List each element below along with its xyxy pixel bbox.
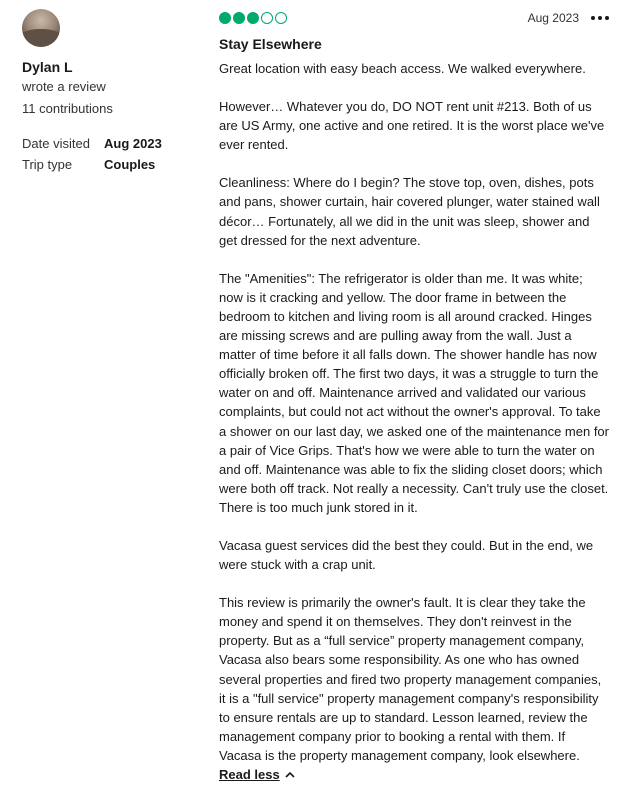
meta-row-date xyxy=(22,136,192,151)
review-paragraph: However… Whatever you do, DO NOT rent unit #213. Both of us are US Army, one active and one retired. It is the worst place we've ever rented. xyxy=(219,99,605,153)
reviewer-contributions: 11 contributions xyxy=(22,101,113,116)
review-date: Aug 2023 xyxy=(527,11,579,25)
more-options-icon[interactable] xyxy=(591,16,609,20)
bubble-filled-icon xyxy=(233,12,245,24)
review-paragraph: Cleanliness: Where do I begin? The stove top, oven, dishes, pots and pans, shower curtain, hair covered plunger, water stained wall décor… Fortunately, all we did in the unit was sleep, shower and get dressed for the next adventure. xyxy=(219,175,600,248)
meta-value: Aug 2023 xyxy=(104,136,162,151)
review-header xyxy=(219,9,609,27)
reviewer-action: wrote a review xyxy=(22,79,106,94)
review-paragraph: The "Amenities": The refrigerator is older than me. It was white; now is it cracking and yellow. The door frame in between the bedroom to kitchen and living room is all around cracked. Hinges are missing screws and are pulling away from the wall. Just a matter of time before it all falls down. The shower handle has now officially broken off. The first two days, it was a struggle to turn the water on and off. Maintenance arrived and validated our various complaints, but could not act without the owner's approval. To take a shower on our last day, we asked one of the maintenance men for a pair of Vice Grips. That's how we were able to turn the water on and off. Maintenance was able to fix the sliding closet doors; which were both off track. Not really a necessity. Can't truly use the closet. There is too much junk stored in it. xyxy=(219,270,609,515)
review-title: Stay Elsewhere xyxy=(219,36,322,52)
read-less-label: Read less xyxy=(219,767,280,782)
reviewer-name[interactable]: Dylan L xyxy=(22,59,73,75)
bubble-empty-icon xyxy=(261,12,273,24)
avatar[interactable] xyxy=(22,9,60,47)
meta-value: Couples xyxy=(104,157,156,172)
meta-label: Trip type xyxy=(22,157,73,172)
review-paragraph: Great location with easy beach access. We walked everywhere. xyxy=(219,61,586,76)
review-meta xyxy=(22,136,192,172)
bubble-filled-icon xyxy=(247,12,259,24)
review-paragraph: Vacasa guest services did the best they could. But in the end, we were stuck with a crap unit. xyxy=(219,537,594,573)
reviewer-panel xyxy=(22,9,192,178)
review-body xyxy=(219,59,609,765)
read-less-button[interactable] xyxy=(219,767,296,782)
chevron-up-icon xyxy=(284,769,296,781)
review-paragraph: This review is primarily the owner's fault. It is clear they take the money and spend it on themselves. They don't reinvest in the property. But as a “full service” property management company, Vacasa also bears some responsibility. As one who has owned several properties and fired two property management companies, it is a "full service" property management company's responsibility to ensure rentals are up to standard. Lesson learned, review the management company prior to booking a rental with them. If Vacasa is the property management company, look elsewhere. xyxy=(219,595,602,763)
meta-row-trip-type xyxy=(22,157,192,172)
bubble-empty-icon xyxy=(275,12,287,24)
meta-label: Date visited xyxy=(22,136,90,151)
bubble-rating xyxy=(219,12,287,24)
bubble-filled-icon xyxy=(219,12,231,24)
review-content xyxy=(219,9,609,784)
